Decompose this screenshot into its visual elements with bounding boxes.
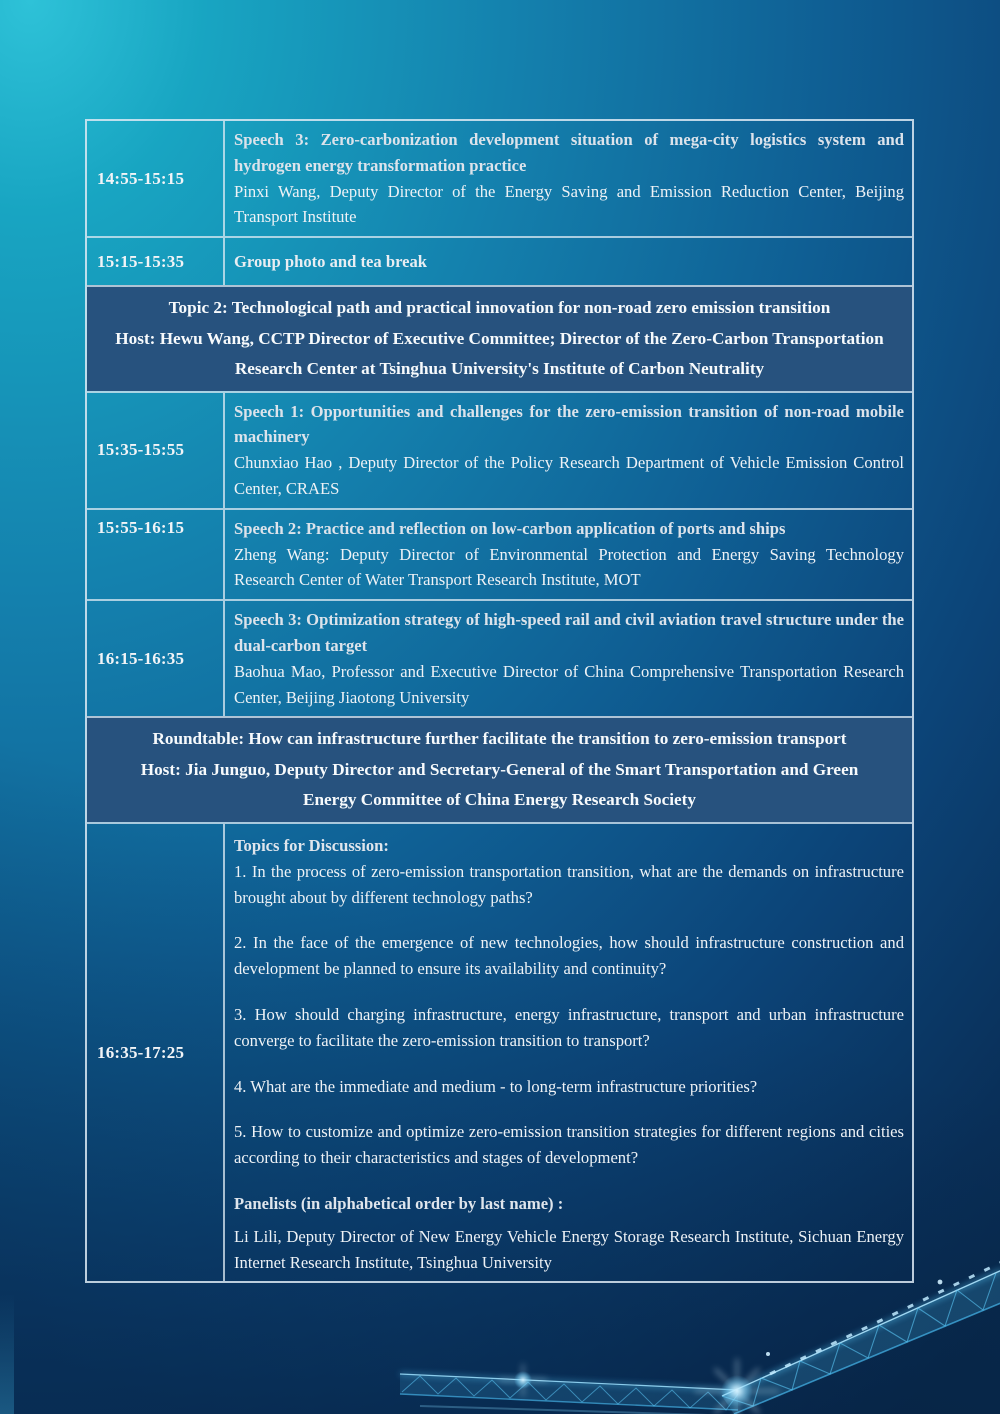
session-title: Speech 1: Opportunities and challenges for the zero-emission transition of non-road mobile machinery	[234, 401, 904, 447]
discussion-topic: 4. What are the immediate and medium - to long-term infrastructure priorities?	[234, 1076, 758, 1096]
table-row-session	[87, 121, 912, 236]
table-row-session	[87, 508, 912, 599]
time-cell: 15:55-16:15	[87, 510, 225, 599]
discussion-topic: 3. How should charging infrastructure, energy infrastructure, transport and urban infrastructure converge to facilitate the zero-emission transition to transport?	[234, 1004, 904, 1050]
session-speaker: Chunxiao Hao , Deputy Director of the Policy Research Department of Vehicle Emission Control Center, CRAES	[234, 453, 904, 499]
session-title: Speech 3: Zero-carbonization development situation of mega-city logistics system and hydrogen energy transformation practice	[234, 130, 904, 175]
topic-band	[87, 285, 912, 391]
roundtable-band-host: Host: Jia Junguo, Deputy Director and Secretary-General of the Smart Transportation and Green Energy Committee of China Energy Research Society	[140, 759, 859, 810]
roundtable-band	[87, 716, 912, 822]
time-cell: 15:35-15:55	[87, 393, 225, 508]
break-cell	[225, 238, 912, 285]
break-label: Group photo and tea break	[234, 251, 428, 271]
time-cell: 16:35-17:25	[87, 824, 225, 1281]
discussion-heading: Topics for Discussion:	[234, 835, 389, 855]
session-cell	[225, 393, 912, 508]
roundtable-cell	[225, 824, 912, 1281]
session-cell	[225, 121, 912, 236]
agenda-table	[85, 119, 914, 1283]
panelists-heading: Panelists (in alphabetical order by last name) :	[234, 1193, 564, 1213]
topic-band-title: Topic 2: Technological path and practical innovation for non-road zero emission transition	[168, 298, 831, 318]
table-row-roundtable	[87, 822, 912, 1281]
discussion-topic: 1. In the process of zero-emission transportation transition, what are the demands on infrastructure brought about by different technology paths?	[234, 861, 904, 907]
session-cell	[225, 601, 912, 716]
table-row-session	[87, 391, 912, 508]
session-title: Speech 3: Optimization strategy of high-speed rail and civil aviation travel structure under the dual-carbon target	[234, 610, 904, 656]
time-cell: 16:15-16:35	[87, 601, 225, 716]
time-cell: 14:55-15:15	[87, 121, 225, 236]
session-title: Speech 2: Practice and reflection on low-carbon application of ports and ships	[234, 518, 786, 538]
discussion-topic: 5. How to customize and optimize zero-emission transition strategies for different regions and cities according to their characteristics and stages of development?	[234, 1122, 904, 1168]
table-row-session	[87, 599, 912, 716]
session-speaker: Pinxi Wang, Deputy Director of the Energy Saving and Emission Reduction Center, Beijing Transport Institute	[234, 181, 904, 227]
time-cell: 15:15-15:35	[87, 238, 225, 285]
discussion-topic: 2. In the face of the emergence of new technologies, how should infrastructure construction and development be planned to ensure its availability and continuity?	[234, 933, 904, 979]
light-flare-small	[499, 1364, 547, 1396]
roundtable-band-title: Roundtable: How can infrastructure further facilitate the transition to zero-emission transport	[152, 729, 847, 749]
light-flare-large	[695, 1359, 779, 1414]
session-speaker: Zheng Wang: Deputy Director of Environmental Protection and Energy Saving Technology Research Center of Water Transport Research Institute, MOT	[234, 544, 904, 590]
session-cell	[225, 510, 912, 599]
topic-band-host: Host: Hewu Wang, CCTP Director of Executive Committee; Director of the Zero-Carbon Transportation Research Center at Tsinghua University's Institute of Carbon Neutrality	[115, 328, 884, 379]
table-row-break	[87, 236, 912, 285]
left-edge-glow	[0, 1294, 14, 1414]
session-speaker: Baohua Mao, Professor and Executive Director of China Comprehensive Transportation Research Center, Beijing Jiaotong University	[234, 661, 904, 707]
panelist-entry: Li Lili, Deputy Director of New Energy Vehicle Energy Storage Research Institute, Sichuan Energy Internet Research Institute, Tsinghua University	[234, 1226, 904, 1272]
